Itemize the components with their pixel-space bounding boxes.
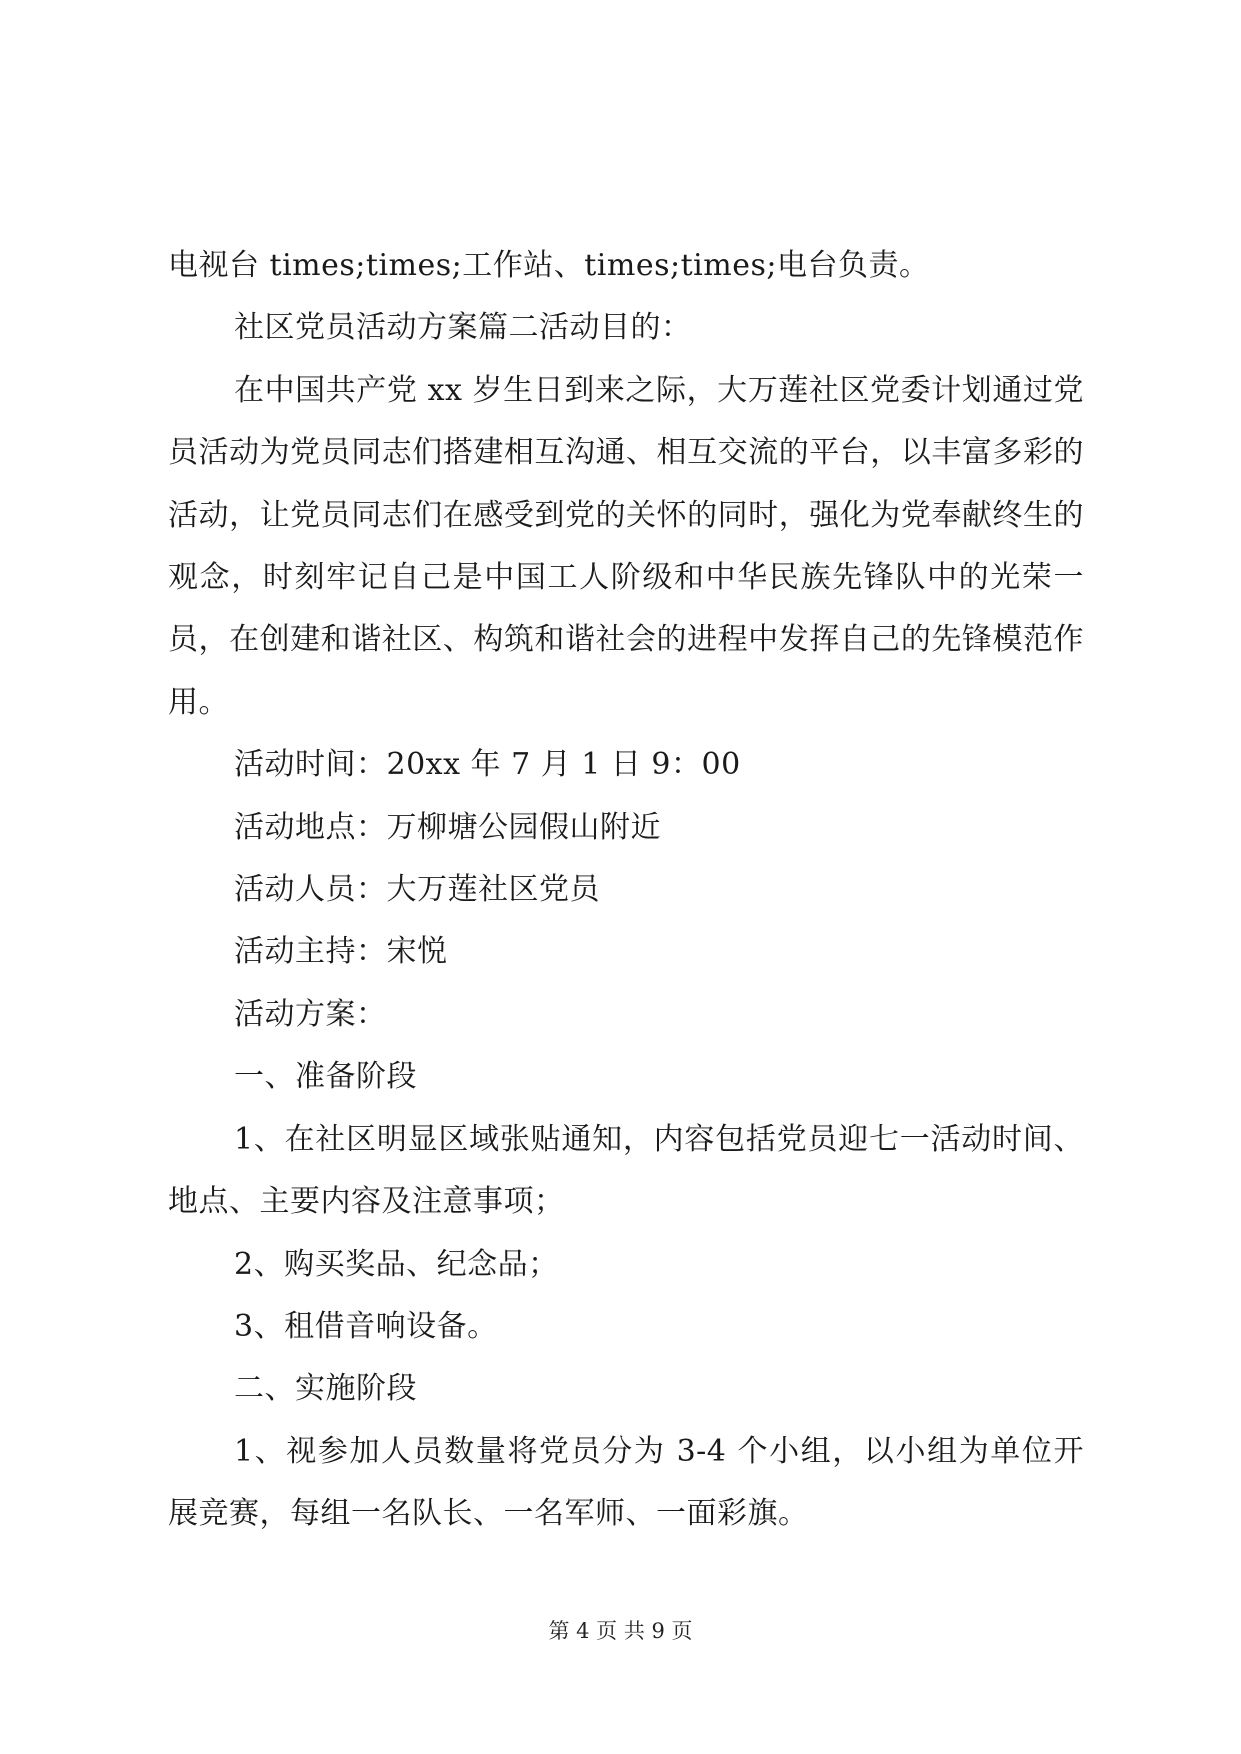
paragraph: 活动人员：大万莲社区党员 [234, 872, 600, 908]
paragraph: 2、购买奖品、纪念品； [234, 1246, 559, 1282]
paragraph: 活动方案： [234, 996, 387, 1032]
paragraph: 3、租借音响设备。 [234, 1308, 498, 1344]
paragraph: 活动主持：宋悦 [234, 934, 448, 970]
paragraph: 1、视参加人员数量将党员分为 3-4 个小组，以小组为单位开展竞赛，每组一名队长、一名军师、一面彩旗。 [168, 1433, 1084, 1532]
paragraph: 电视台 times;times;工作站、times;times;电台负责。 [168, 248, 930, 283]
paragraph: 活动地点：万柳塘公园假山附近 [234, 809, 661, 845]
paragraph: 社区党员活动方案篇二活动目的： [234, 310, 692, 346]
page-number-footer: 第 4 页 共 9 页 [548, 1619, 693, 1643]
paragraph: 在中国共产党 xx 岁生日到来之际，大万莲社区党委计划通过党员活动为党员同志们搭建相互沟通、相互交流的平台，以丰富多彩的活动，让党员同志们在感受到党的关怀的同时，强化为党奉献终生的观念，时刻牢记自己是中国工人阶级和中华民族先锋队中的光荣一员，在创建和谐社区、构筑和谐社会的进程中发挥自己的先锋模范作用。 [168, 372, 1084, 720]
section-heading: 二、实施阶段 [234, 1371, 417, 1407]
section-heading: 一、准备阶段 [234, 1059, 417, 1095]
document-body [168, 235, 1084, 1546]
paragraph: 活动时间：20xx 年 7 月 1 日 9：00 [234, 747, 741, 783]
paragraph: 1、在社区明显区域张贴通知，内容包括党员迎七一活动时间、地点、主要内容及注意事项； [168, 1121, 1084, 1220]
